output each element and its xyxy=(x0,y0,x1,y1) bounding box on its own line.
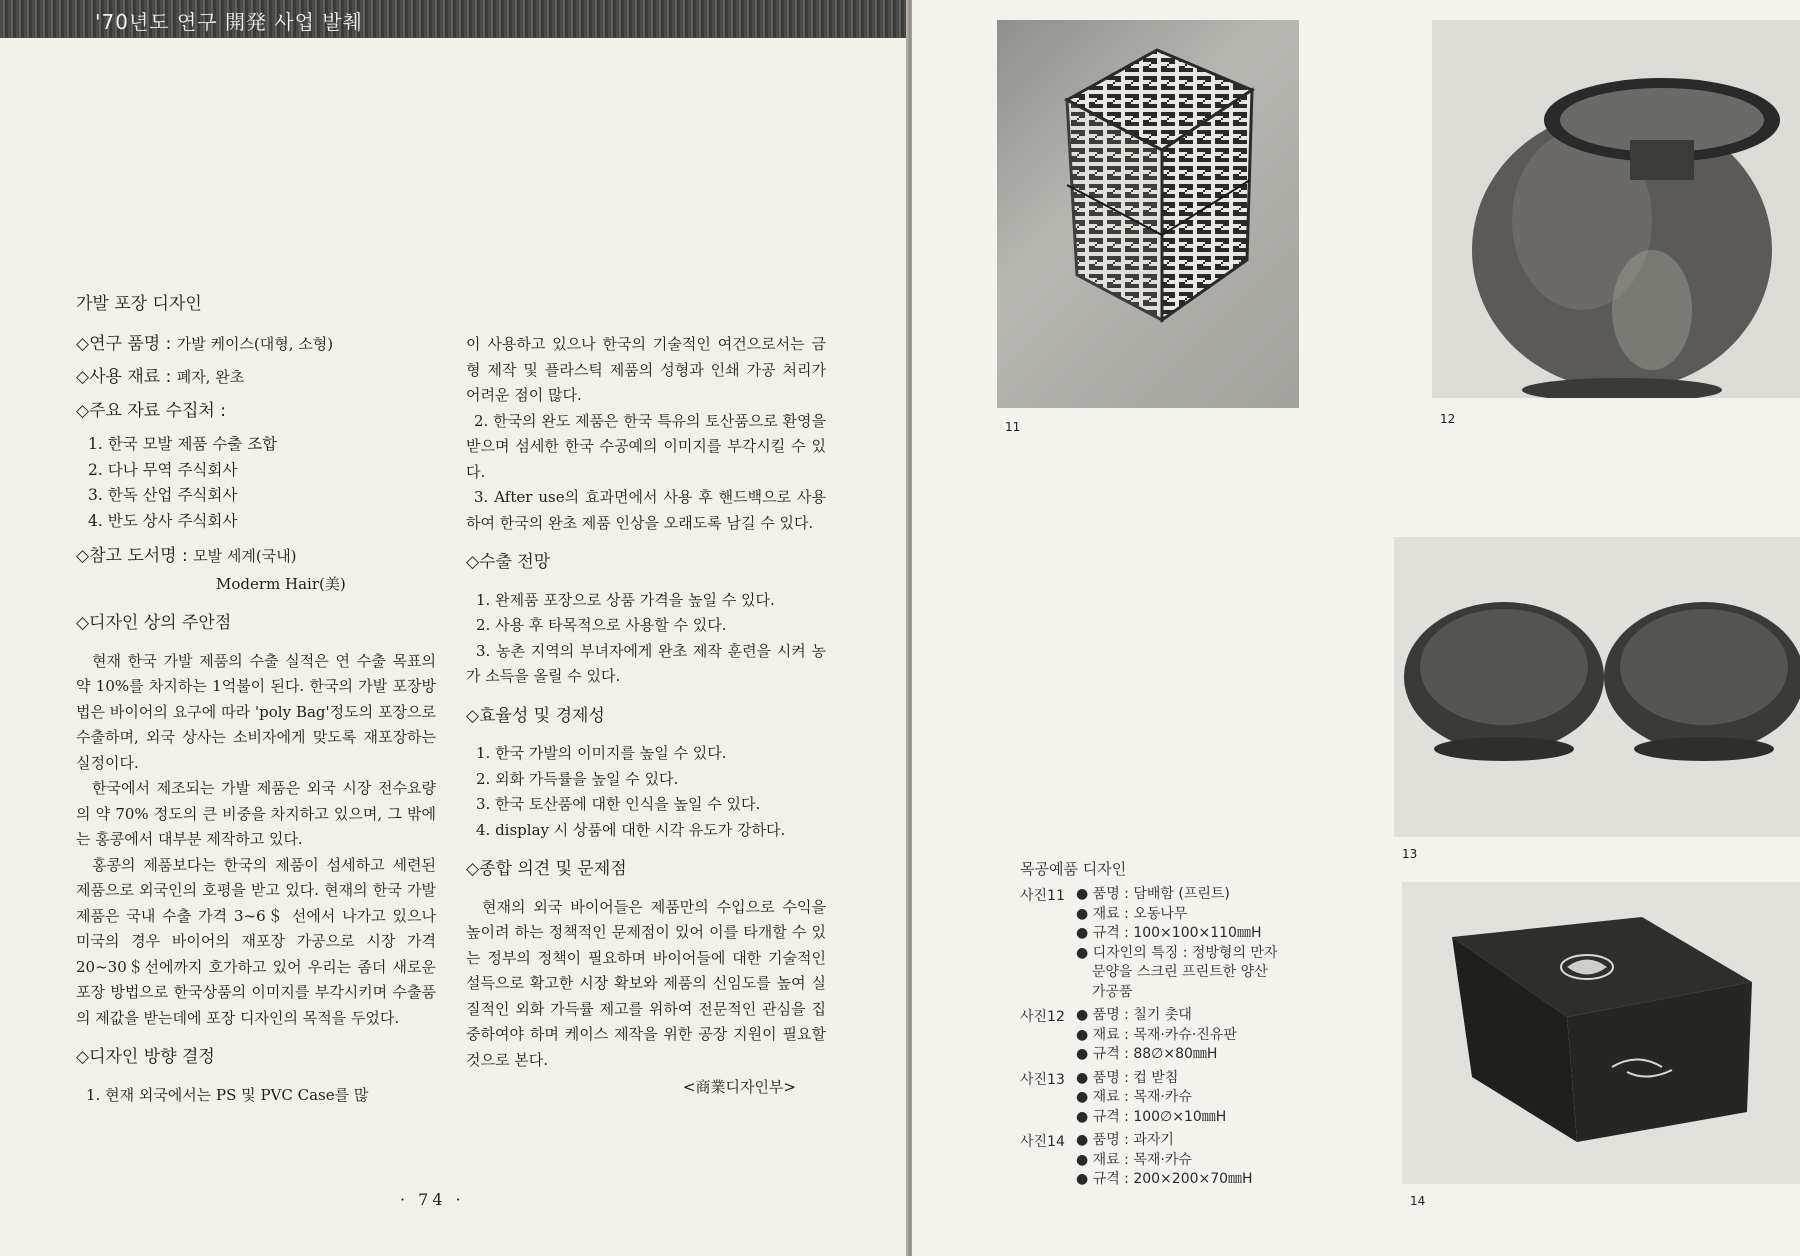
field-refs xyxy=(76,544,436,570)
photo-snack-box xyxy=(1402,882,1800,1184)
caption-12 xyxy=(1020,1006,1277,1065)
body-paragraph: 한국에서 제조되는 가발 제품은 외국 시장 전수요량의 약 70% 정도의 큰 비중을 차지하고 있으며, 그 밖에는 홍콩에서 대부분 제작하고 있다. xyxy=(76,779,436,848)
list-item: 3. 농촌 지역의 부녀자에게 완초 제작 훈련을 시켜 농가 소득을 올릴 수 있다. xyxy=(466,641,826,685)
caption-line: ● 품명 : 과자기 xyxy=(1076,1132,1174,1148)
list-item: 3. 한독 산업 주식회사 xyxy=(88,486,238,504)
caption-photo-label: 사진13 xyxy=(1020,1071,1065,1088)
photo-lacquer-candlestick xyxy=(1432,20,1800,398)
caption-line: ● 재료 : 목재·카슈·진유판 xyxy=(1076,1026,1237,1043)
captions-block xyxy=(1020,858,1277,1190)
field-refs-value-2: Moderm Hair(美) xyxy=(216,574,346,593)
caption-13 xyxy=(1020,1069,1277,1128)
header-title: '70년도 연구 開発 사업 발췌 xyxy=(95,10,363,34)
captions-title: 목공예품 디자인 xyxy=(1020,860,1127,878)
field-refs-key: ◇참고 도서명 : xyxy=(76,546,188,566)
caption-line: ● 규격 : 100×100×110㎜H xyxy=(1076,925,1262,941)
page-number: · 74 · xyxy=(400,1190,465,1209)
caption-line: 가공품 xyxy=(1092,983,1133,1000)
header-band xyxy=(0,0,908,38)
list-item: 4. 반도 상사 주식회사 xyxy=(88,511,238,530)
caption-photo-label: 사진14 xyxy=(1020,1134,1065,1150)
photo-number-11: 11 xyxy=(1005,420,1021,434)
coasters-image xyxy=(1394,537,1800,837)
list-item: 1. 현재 외국에서는 PS 및 PVC Case를 많 xyxy=(86,1085,369,1104)
efficiency-title: ◇효율성 및 경제성 xyxy=(466,705,605,726)
caption-line: ● 품명 : 컵 받침 xyxy=(1076,1069,1179,1086)
caption-line: ● 규격 : 100∅×10㎜H xyxy=(1076,1108,1227,1125)
field-material-value: 폐자, 완초 xyxy=(176,368,245,386)
caption-line: ● 재료 : 목재·카슈 xyxy=(1076,1151,1192,1168)
direction-title: ◇디자인 방향 결정 xyxy=(76,1047,215,1067)
caption-14 xyxy=(1020,1131,1277,1190)
field-refs-value-1: 모발 세계(국내) xyxy=(193,547,297,565)
design-note-title: ◇디자인 상의 주안점 xyxy=(76,613,232,633)
caption-line: ● 규격 : 200×200×70㎜H xyxy=(1076,1171,1253,1187)
field-item xyxy=(76,332,436,358)
photo-number-12: 12 xyxy=(1440,412,1456,426)
caption-line: ● 재료 : 목재·카슈 xyxy=(1076,1089,1192,1105)
sources-list xyxy=(76,432,436,534)
list-item: 2. 외화 가득률을 높일 수 있다. xyxy=(476,769,679,788)
list-item: 1. 한국 모발 제품 수출 조합 xyxy=(88,435,278,453)
field-sources xyxy=(76,399,436,425)
list-item: 2. 한국의 완도 제품은 한국 특유의 토산품으로 환영을 받으며 섬세한 한국 수공예의 이미지를 부각시킬 수 있다. xyxy=(466,411,826,481)
snack-box-image xyxy=(1402,882,1800,1184)
list-item: 1. 한국 가발의 이미지를 높일 수 있다. xyxy=(476,744,727,762)
left-column xyxy=(76,292,436,1108)
section-title: 가발 포장 디자인 xyxy=(76,294,202,314)
field-item-value: 가발 케이스(대형, 소형) xyxy=(176,334,334,353)
list-item: 2. 다나 무역 주식회사 xyxy=(88,460,238,479)
candlestick-image xyxy=(1432,20,1800,398)
field-item-key: ◇연구 품명 : xyxy=(76,333,172,354)
export-title: ◇수출 전망 xyxy=(466,552,551,572)
caption-line: ● 디자인의 특징 : 정방형의 만자 xyxy=(1076,944,1278,961)
list-item: 2. 사용 후 타목적으로 사용할 수 있다. xyxy=(476,616,727,634)
photo-cup-coasters xyxy=(1394,537,1800,837)
body-paragraph: 현재의 외국 바이어들은 제품만의 수입으로 수익을 높이려 하는 정책적인 문제점이 있어 이를 타개할 수 있는 정부의 정책이 필요하며 바이어들에 대한 기술적인 설득으로 확고한 시장 확보와 제품의 신임도를 높여 실질적인 외화 가득률 제고를 위하여 전문적인 관심을 집중하여야 하며 케이스 제작을 위한 공장 지원이 필요할 것으로 본다. xyxy=(466,897,826,1069)
caption-11 xyxy=(1020,885,1277,1002)
caption-photo-label: 사진12 xyxy=(1020,1009,1065,1025)
list-item: 4. display 시 상품에 대한 시각 유도가 강하다. xyxy=(476,820,786,839)
caption-line: ● 재료 : 오동나무 xyxy=(1076,905,1188,922)
signature: <商業디자인부> xyxy=(682,1078,796,1096)
body-paragraph: 홍콩의 제품보다는 한국의 제품이 섬세하고 세련된 제품으로 외국인의 호평을 받고 있다. 현재의 한국 가발 제품은 국내 수출 가격 3~6＄ 선에서 나가고 있으나 미국의 경우 바이어의 재포장 가공으로 시장 가격 20~30＄선에까지 호가하고 있어 우리는 좀더 새로운 포장 방법으로 한국상품의 이미지를 부각시키며 수출품의 제값을 받는데에 포장 디자인의 목적을 두었다. xyxy=(76,855,436,1027)
caption-line: ● 품명 : 칠기 촛대 xyxy=(1076,1007,1192,1023)
list-item: 3. After use의 효과면에서 사용 후 핸드백으로 사용하여 한국의 완초 제품 인상을 오래도록 남길 수 있다. xyxy=(466,488,826,532)
summary-title: ◇종합 의견 및 문제점 xyxy=(466,859,627,879)
list-item: 1. 완제품 포장으로 상품 가격을 높일 수 있다. xyxy=(476,590,775,609)
body-paragraph: 이 사용하고 있으나 한국의 기술적인 여건으로서는 금형 제작 및 플라스틱 제품의 성형과 인쇄 가공 처리가 어려운 점이 많다. xyxy=(466,335,826,404)
field-material xyxy=(76,365,436,391)
field-material-key: ◇사용 재료 : xyxy=(76,367,172,387)
caption-line: ● 규격 : 88∅×80㎜H xyxy=(1076,1046,1218,1062)
field-sources-key: ◇주요 자료 수집처 : xyxy=(76,400,226,421)
caption-photo-label: 사진11 xyxy=(1020,888,1065,904)
photo-number-14: 14 xyxy=(1410,1194,1426,1208)
body-paragraph: 현재 한국 가발 제품의 수출 실적은 연 수출 목표의 약 10%를 차지하는 1억불이 된다. 한국의 가발 포장방법은 바이어의 요구에 따라 'poly Bag'정도의 포장으로 수출하며, 외국 상사는 소비자에게 맞도록 재포장하는 실정이다. xyxy=(76,651,436,772)
photo-number-13: 13 xyxy=(1402,847,1418,861)
right-column xyxy=(466,332,826,1101)
caption-line: 문양을 스크린 프린트한 양산 xyxy=(1092,964,1268,980)
photo-cube-box xyxy=(997,20,1299,408)
list-item: 3. 한국 토산품에 대한 인식을 높일 수 있다. xyxy=(476,795,761,813)
right-page xyxy=(912,0,1800,1256)
caption-line: ● 품명 : 담배함 (프린트) xyxy=(1076,886,1230,902)
cube-box-image xyxy=(997,20,1299,408)
